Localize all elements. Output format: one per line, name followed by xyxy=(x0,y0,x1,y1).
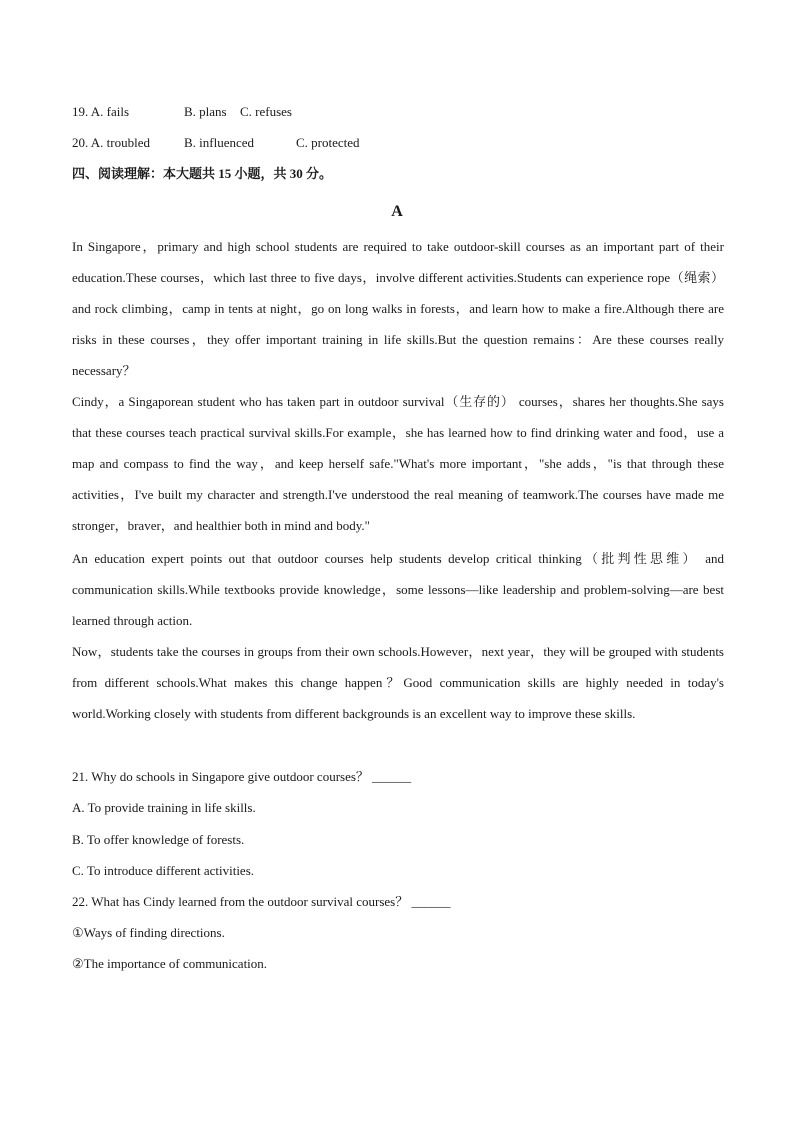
paragraph-3: An education expert points out that outdoor courses help students develop critical thinking（批判性思维） and communication skills.While textbooks provide knowledge，some lessons—like leadership and problem-solving—are best learned through action. xyxy=(72,551,724,629)
question-21-stem: 21. Why do schools in Singapore give outdoor courses？ ______ xyxy=(72,769,412,784)
question-22-item-2: ②The importance of communication. xyxy=(72,956,268,971)
q20-option-b: B. influenced xyxy=(184,135,255,150)
q19-option-c: C. refuses xyxy=(240,104,292,119)
q20-option-a: 20. A. troubled xyxy=(72,135,150,150)
question-21-option-b: B. To offer knowledge of forests. xyxy=(72,832,245,847)
q20-option-c: C. protected xyxy=(296,135,360,150)
paragraph-2: Cindy，a Singaporean student who has taken part in outdoor survival（生存的） courses，shares her thoughts.She says that these courses teach practical survival skills.For example，she has learned how to find drinking water and food，use a map and compass to find the way，and keep herself safe."What's more important，"she adds，"is that through these activities，I've built my character and strength.I've understood the real meaning of teamwork.The courses have made me stronger，braver，and healthier both in mind and body." xyxy=(72,394,724,534)
q19-option-b: B. plans xyxy=(184,104,227,119)
paragraph-1: In Singapore，primary and high school students are required to take outdoor-skill courses as an important part of their education.These courses，which last three to five days，involve different activities.Students can experience rope（绳索） and rock climbing，camp in tents at night，go on long walks in forests，and learn how to make a fire.Although there are risks in these courses，they offer important training in life skills.But the question remains：Are these courses really necessary？ xyxy=(72,239,724,379)
question-22-item-1: ①Ways of finding directions. xyxy=(72,925,225,940)
section-heading: 四、阅读理解：本大题共 15 小题，共 30 分。 xyxy=(72,166,333,181)
question-21-option-a: A. To provide training in life skills. xyxy=(72,800,256,815)
passage-title: A xyxy=(391,203,403,220)
question-21-option-c: C. To introduce different activities. xyxy=(72,863,255,878)
question-22-stem: 22. What has Cindy learned from the outdoor survival courses？ ______ xyxy=(72,894,451,909)
q19-option-a: 19. A. fails xyxy=(72,104,130,119)
paragraph-4: Now，students take the courses in groups from their own schools.However，next year，they will be grouped with students from different schools.What makes this change happen？Good communication skills are highly needed in today's world.Working closely with students from different backgrounds is an excellent way to improve these skills. xyxy=(72,644,724,722)
